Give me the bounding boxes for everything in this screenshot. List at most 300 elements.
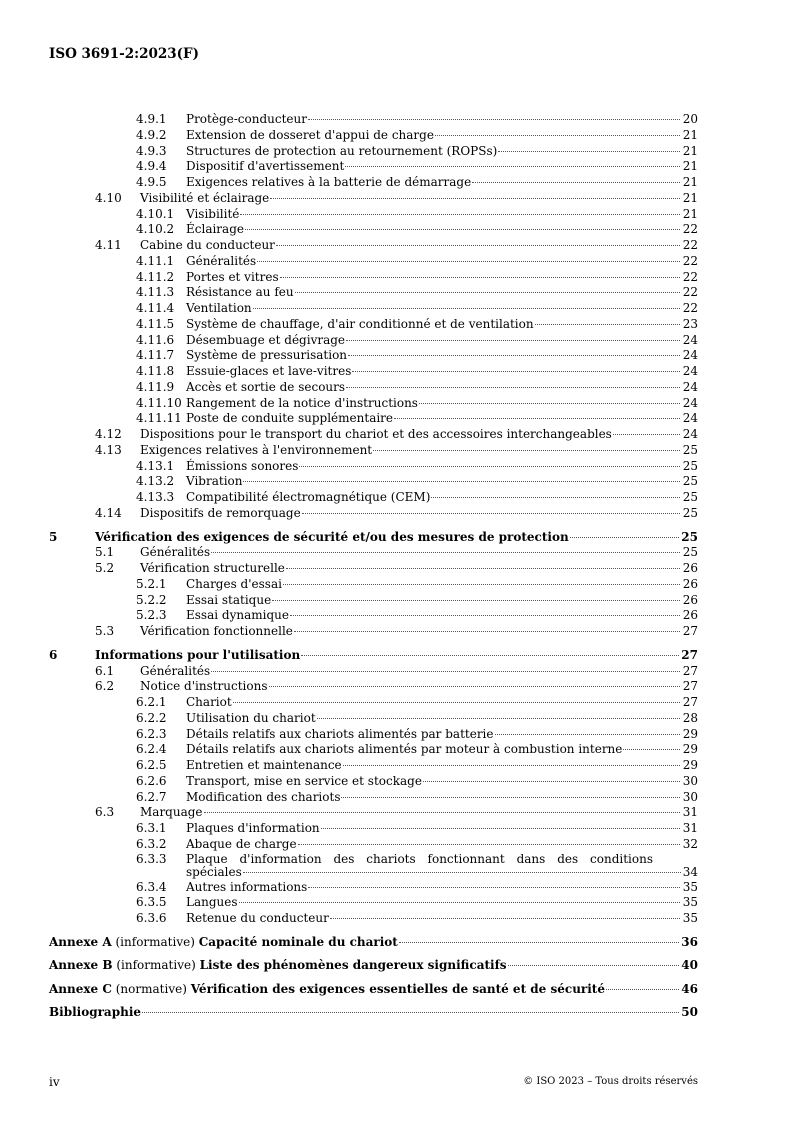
toc-entry-title-wrap xyxy=(186,254,682,270)
dot-leader xyxy=(535,324,680,325)
toc-entry[interactable] xyxy=(49,144,698,160)
toc-entry[interactable] xyxy=(49,270,698,286)
toc-entry[interactable] xyxy=(49,774,698,790)
toc-entry-page: 21 xyxy=(682,175,698,189)
toc-entry-number: 5 xyxy=(49,529,58,544)
toc-entry[interactable] xyxy=(49,608,698,624)
toc-entry-page: 30 xyxy=(682,773,698,788)
toc-entry-number: 5.2.3 xyxy=(136,608,167,623)
toc-entry-title: Généralités xyxy=(140,545,211,560)
toc-entry-title-wrap xyxy=(186,159,682,175)
toc-entry-number: 6.3.5 xyxy=(136,895,167,910)
toc-entry-title: Vérification des exigences de sécurité et/ou des mesures de protection xyxy=(95,529,569,544)
toc-entry[interactable] xyxy=(49,758,698,774)
toc-entry-title: Désembuage et dégivrage xyxy=(186,332,346,347)
toc-entry-title-wrap xyxy=(186,222,682,238)
toc-entry-page: 23 xyxy=(682,316,698,331)
toc-entry-title-wrap xyxy=(140,427,682,443)
toc-entry-title: Notice d'instructions xyxy=(140,679,268,694)
dot-leader xyxy=(290,615,680,616)
toc-entry-title-wrap xyxy=(186,895,682,911)
annex-label: Annexe A xyxy=(49,934,112,949)
toc-entry-number: 6.3.4 xyxy=(136,879,167,894)
dot-leader xyxy=(495,734,681,735)
toc-entry-page: 22 xyxy=(682,301,698,315)
toc-entry-title: Essuie-glaces et lave-vitres xyxy=(186,364,352,378)
toc-entry[interactable] xyxy=(49,880,698,896)
toc-entry-number: 4.9.1 xyxy=(136,112,167,126)
toc-entry-page: 40 xyxy=(681,958,698,973)
toc-entry[interactable] xyxy=(49,577,698,593)
toc-entry-title: Entretien et maintenance xyxy=(186,758,342,772)
toc-entry-title-wrap xyxy=(186,301,682,317)
dot-leader xyxy=(308,887,680,888)
annex-title: Capacité nominale du chariot xyxy=(198,934,398,949)
dot-leader xyxy=(257,261,680,262)
dot-leader xyxy=(317,718,680,719)
annex-title: Vérification des exigences essentielles de santé et de sécurité xyxy=(190,981,605,996)
toc-entry[interactable] xyxy=(49,222,698,238)
table-of-contents xyxy=(49,112,698,1025)
toc-entry[interactable] xyxy=(49,443,698,459)
toc-entry-page: 21 xyxy=(682,127,698,142)
toc-entry-page: 26 xyxy=(682,576,698,591)
toc-entry-page: 21 xyxy=(682,190,698,205)
toc-entry-title-wrap xyxy=(95,530,681,546)
dot-leader xyxy=(280,277,680,278)
toc-entry[interactable] xyxy=(49,317,698,333)
toc-entry-title: Détails relatifs aux chariots alimentés par moteur à combustion interne xyxy=(186,742,623,757)
toc-entry-title-wrap xyxy=(186,821,682,837)
toc-entry-page: 26 xyxy=(682,592,698,607)
dot-leader xyxy=(308,119,680,120)
toc-entry-number: 4.11.11 xyxy=(136,411,182,426)
toc-entry[interactable] xyxy=(49,490,698,506)
toc-entry-number: 4.11.4 xyxy=(136,301,175,315)
dot-leader xyxy=(211,671,680,672)
dot-leader xyxy=(373,450,680,451)
toc-entry-title-wrap xyxy=(186,112,682,128)
toc-entry-number: 4.11.8 xyxy=(136,364,175,378)
toc-entry-page: 24 xyxy=(682,395,698,410)
toc-entry[interactable] xyxy=(49,911,698,927)
toc-entry-number: 6.1 xyxy=(95,663,115,678)
toc-entry[interactable] xyxy=(49,837,698,853)
toc-entry-title-wrap xyxy=(140,664,682,680)
toc-entry[interactable] xyxy=(49,364,698,380)
toc-entry-page: 24 xyxy=(682,332,698,347)
toc-entry[interactable] xyxy=(49,159,698,175)
toc-entry-page: 22 xyxy=(682,238,698,252)
toc-entry-title-wrap xyxy=(186,695,682,711)
toc-entry-title-wrap xyxy=(186,207,682,223)
toc-entry[interactable] xyxy=(49,128,698,144)
toc-entry-page: 24 xyxy=(682,411,698,426)
toc-entry-page: 24 xyxy=(682,348,698,363)
annex-type: (normative) xyxy=(115,981,187,996)
toc-entry-number: 4.11.3 xyxy=(136,285,175,300)
toc-entry[interactable] xyxy=(49,411,698,427)
toc-entry-title-wrap xyxy=(140,805,682,821)
toc-entry-page: 22 xyxy=(682,269,698,284)
toc-entry-number: 5.2.1 xyxy=(136,576,167,591)
toc-entry[interactable] xyxy=(49,727,698,743)
toc-entry[interactable] xyxy=(49,711,698,727)
toc-entry[interactable] xyxy=(49,348,698,364)
toc-entry[interactable] xyxy=(49,506,698,522)
dot-leader xyxy=(239,902,680,903)
toc-entry-title: Abaque de charge xyxy=(186,836,297,851)
toc-entry[interactable] xyxy=(49,238,698,254)
toc-entry[interactable] xyxy=(49,821,698,837)
copyright-notice: © ISO 2023 – Tous droits réservés xyxy=(523,1076,698,1087)
toc-entry[interactable] xyxy=(49,895,698,911)
dot-leader xyxy=(142,1012,679,1013)
toc-entry-title: Portes et vitres xyxy=(186,269,279,284)
toc-entry-title-wrap xyxy=(186,880,682,896)
toc-entry-title-wrap xyxy=(140,443,682,459)
toc-entry-title-wrap xyxy=(140,191,682,207)
toc-entry-title-wrap xyxy=(186,727,682,743)
toc-entry-page: 29 xyxy=(682,726,698,741)
dot-leader xyxy=(346,340,680,341)
toc-entry-page: 25 xyxy=(682,505,698,520)
toc-annex-entry[interactable] xyxy=(49,954,698,978)
toc-entry-title-wrap xyxy=(186,774,682,790)
toc-entry[interactable] xyxy=(49,301,698,317)
toc-entry-title-wrap xyxy=(140,624,682,640)
page-number: iv xyxy=(49,1075,60,1089)
dot-leader xyxy=(606,989,679,990)
toc-entry-title: Généralités xyxy=(140,663,211,678)
toc-entry-number: 4.11.6 xyxy=(136,332,175,347)
toc-entry-number: 6.2.6 xyxy=(136,773,167,788)
toc-entry-title-wrap xyxy=(186,285,682,301)
toc-entry-number: 4.11.10 xyxy=(136,395,182,410)
toc-annex-text xyxy=(49,954,507,978)
toc-entry-title: Résistance au feu xyxy=(186,285,294,300)
toc-entry-title: Essai dynamique xyxy=(186,608,289,623)
toc-entry[interactable] xyxy=(49,530,698,546)
toc-entry-title-line2: spéciales xyxy=(186,865,242,879)
dot-leader xyxy=(472,182,680,183)
bibliography-title: Bibliographie xyxy=(49,1005,142,1020)
toc-entry[interactable] xyxy=(49,790,698,806)
toc-entry-number: 4.11.5 xyxy=(136,316,175,331)
toc-entry-number: 6.3.6 xyxy=(136,911,167,925)
toc-entry-body xyxy=(186,853,698,880)
toc-entry-page: 22 xyxy=(682,253,698,268)
dot-leader xyxy=(243,872,681,873)
toc-entry-title-wrap xyxy=(186,593,682,609)
toc-entry-title: Informations pour l'utilisation xyxy=(95,647,301,662)
dot-leader xyxy=(204,812,680,813)
toc-entry[interactable] xyxy=(49,175,698,191)
toc-entry-title: Éclairage xyxy=(186,222,244,237)
toc-entry-page: 50 xyxy=(681,1005,698,1020)
toc-entry[interactable] xyxy=(49,396,698,412)
toc-entry-page: 26 xyxy=(682,608,698,623)
dot-leader xyxy=(394,418,680,419)
annex-label: Annexe C xyxy=(49,981,112,996)
toc-entry-page: 27 xyxy=(681,647,698,662)
toc-entry[interactable] xyxy=(49,742,698,758)
toc-entry[interactable] xyxy=(49,853,698,880)
toc-entry-title-wrap xyxy=(186,490,682,506)
toc-entry-title: Système de chauffage, d'air conditionné et de ventilation xyxy=(186,316,534,331)
toc-entry-number: 4.11.2 xyxy=(136,269,175,284)
toc-entry-number: 4.13.3 xyxy=(136,490,175,504)
toc-entry-number: 4.11 xyxy=(95,238,122,252)
toc-entry-number: 4.10.2 xyxy=(136,222,175,237)
toc-entry-number: 6.2.3 xyxy=(136,726,167,741)
toc-entry-title: Chariot xyxy=(186,695,232,709)
toc-entry-number: 4.13.1 xyxy=(136,458,175,473)
toc-entry-title-wrap xyxy=(186,577,682,593)
toc-entry[interactable] xyxy=(49,679,698,695)
annex-title: Liste des phénomènes dangereux significatifs xyxy=(199,958,507,973)
toc-entry-title-wrap xyxy=(140,506,682,522)
toc-entry[interactable] xyxy=(49,191,698,207)
toc-entry-number: 6.2 xyxy=(95,679,115,694)
toc-entry-page: 28 xyxy=(682,710,698,725)
dot-leader xyxy=(211,552,680,553)
toc-entry-title: Modification des chariots xyxy=(186,789,341,804)
toc-entry-number: 4.13.2 xyxy=(136,474,175,489)
toc-entry-number: 4.12 xyxy=(95,427,122,441)
toc-annex-text xyxy=(49,931,398,955)
dot-leader xyxy=(346,387,680,388)
toc-entry-title: Détails relatifs aux chariots alimentés par batterie xyxy=(186,726,494,741)
dot-leader xyxy=(301,655,679,656)
dot-leader xyxy=(341,797,680,798)
toc-entry-number: 6.3.3 xyxy=(136,851,167,866)
toc-entry-number: 5.2 xyxy=(95,561,115,575)
toc-entry-page: 20 xyxy=(682,112,698,126)
toc-entry-page: 35 xyxy=(682,879,698,894)
toc-entry[interactable] xyxy=(49,648,698,664)
toc-entry-title: Exigences relatives à la batterie de démarrage xyxy=(186,175,472,189)
toc-entry-title-wrap xyxy=(186,364,682,380)
toc-entry-number: 4.11.7 xyxy=(136,348,175,363)
dot-leader xyxy=(240,214,680,215)
toc-entry-page: 26 xyxy=(682,561,698,575)
toc-entry-title: Charges d'essai xyxy=(186,576,282,591)
toc-entry-title-wrap xyxy=(186,758,682,774)
toc-entry-number: 4.9.3 xyxy=(136,143,167,158)
dot-leader xyxy=(294,631,680,632)
dot-leader xyxy=(435,135,680,136)
toc-entry-title: Utilisation du chariot xyxy=(186,710,316,725)
toc-entry-title: Autres informations xyxy=(186,879,308,894)
toc-entry-number: 4.11.9 xyxy=(136,379,175,394)
toc-entry-page: 46 xyxy=(681,981,698,996)
toc-entry-page: 22 xyxy=(682,285,698,300)
toc-entry-title: Compatibilité électromagnétique (CEM) xyxy=(186,490,431,504)
toc-entry-page: 25 xyxy=(682,474,698,489)
toc-annex-text xyxy=(49,978,605,1002)
toc-entry-page: 35 xyxy=(682,911,698,925)
dot-leader xyxy=(345,166,680,167)
toc-entry-page: 31 xyxy=(682,821,698,835)
dot-leader xyxy=(299,466,680,467)
toc-entry-number: 6.3.1 xyxy=(136,821,167,835)
toc-entry[interactable] xyxy=(49,474,698,490)
toc-entry-page: 24 xyxy=(682,379,698,394)
toc-entry-page: 30 xyxy=(682,789,698,804)
toc-entry[interactable] xyxy=(49,254,698,270)
toc-annex-entry[interactable] xyxy=(49,931,698,955)
toc-entry-title-wrap xyxy=(186,790,682,806)
toc-entry-number: 6 xyxy=(49,647,58,662)
dot-leader xyxy=(272,600,680,601)
toc-entry-title-line1: Plaque d'information des chariots fonctionnant dans des conditions xyxy=(186,851,653,866)
toc-entry-title-wrap xyxy=(186,317,682,333)
toc-entry[interactable] xyxy=(49,333,698,349)
toc-entry[interactable] xyxy=(49,427,698,443)
toc-entry-page: 27 xyxy=(682,624,698,638)
toc-entry-page: 25 xyxy=(682,458,698,473)
toc-entry-title-wrap xyxy=(186,175,682,191)
toc-entry-number: 4.14 xyxy=(95,505,122,520)
toc-entry-title: Retenue du conducteur xyxy=(186,911,329,925)
toc-entry-title-wrap xyxy=(140,679,682,695)
toc-entry-title: Système de pressurisation xyxy=(186,348,348,363)
toc-entry-title: Ventilation xyxy=(186,301,252,315)
dot-leader xyxy=(431,497,680,498)
toc-entry-number: 4.9.5 xyxy=(136,175,167,189)
toc-entry-title-wrap xyxy=(95,648,681,664)
dot-leader xyxy=(321,828,680,829)
toc-entry-title: Langues xyxy=(186,895,238,910)
toc-bibliography-title-wrap xyxy=(49,1001,681,1025)
toc-entry[interactable] xyxy=(49,380,698,396)
toc-entry-page: 27 xyxy=(682,663,698,678)
toc-entry-title: Accès et sortie de secours xyxy=(186,379,346,394)
toc-entry-title: Généralités xyxy=(186,253,257,268)
dot-leader xyxy=(498,151,680,152)
dot-leader xyxy=(243,481,680,482)
toc-entry-title-wrap xyxy=(186,911,682,927)
toc-entry-page: 29 xyxy=(682,758,698,772)
dot-leader xyxy=(245,229,680,230)
dot-leader xyxy=(399,942,679,943)
toc-entry-page: 21 xyxy=(682,206,698,221)
toc-entry-title-wrap xyxy=(186,837,682,853)
toc-entry-page: 27 xyxy=(682,695,698,709)
dot-leader xyxy=(270,198,680,199)
toc-entry-number: 6.2.5 xyxy=(136,758,167,772)
dot-leader xyxy=(352,371,680,372)
toc-entry[interactable] xyxy=(49,112,698,128)
dot-leader xyxy=(286,568,680,569)
toc-entry-page: 21 xyxy=(682,143,698,158)
toc-entry-title: Visibilité xyxy=(186,206,240,221)
toc-entry-page: 32 xyxy=(682,836,698,851)
dot-leader xyxy=(570,537,680,538)
toc-entry[interactable] xyxy=(49,207,698,223)
toc-entry-title: Essai statique xyxy=(186,592,272,607)
toc-entry-title-line2-wrap xyxy=(186,866,698,880)
toc-entry-title: Transport, mise en service et stockage xyxy=(186,773,422,788)
toc-entry[interactable] xyxy=(49,664,698,680)
toc-entry-page: 25 xyxy=(682,490,698,504)
toc-entry-number: 6.2.1 xyxy=(136,695,167,709)
dot-leader xyxy=(276,245,680,246)
toc-entry[interactable] xyxy=(49,624,698,640)
dot-leader xyxy=(283,584,680,585)
toc-annex-title-wrap xyxy=(49,954,681,978)
toc-entry-number: 4.13 xyxy=(95,442,122,457)
toc-entry-page: 24 xyxy=(682,427,698,441)
toc-entry[interactable] xyxy=(49,285,698,301)
toc-entry-number: 4.9.4 xyxy=(136,159,167,174)
toc-entry-page: 35 xyxy=(682,895,698,910)
toc-entry-title: Vérification structurelle xyxy=(140,561,285,575)
toc-entry-number: 6.2.2 xyxy=(136,710,167,725)
toc-entry-page: 36 xyxy=(681,934,698,949)
toc-entry-title-wrap xyxy=(186,348,682,364)
toc-entry-number: 4.9.2 xyxy=(136,127,167,142)
toc-entry-title: Vibration xyxy=(186,474,243,489)
toc-entry-number: 5.1 xyxy=(95,545,115,560)
toc-entry-number: 6.2.4 xyxy=(136,742,167,757)
toc-entry-number: 4.10.1 xyxy=(136,206,175,221)
toc-entry[interactable] xyxy=(49,545,698,561)
toc-entry[interactable] xyxy=(49,459,698,475)
toc-entry-title-wrap xyxy=(186,270,682,286)
toc-entry-title-wrap xyxy=(186,459,682,475)
toc-entry-number: 5.3 xyxy=(95,624,115,638)
toc-entry-number: 4.11.1 xyxy=(136,253,175,268)
toc-entry-title-wrap xyxy=(140,545,682,561)
toc-annex-title-wrap xyxy=(49,978,681,1002)
toc-entry-page: 34 xyxy=(682,865,698,879)
toc-annex-entry[interactable] xyxy=(49,978,698,1002)
dot-leader xyxy=(348,355,680,356)
toc-entry-title: Extension de dosseret d'appui de charge xyxy=(186,127,434,142)
toc-entry-title-wrap xyxy=(186,474,682,490)
toc-entry-page: 31 xyxy=(682,805,698,820)
toc-entry[interactable] xyxy=(49,593,698,609)
toc-entry-title-wrap xyxy=(186,333,682,349)
toc-entry-number: 4.10 xyxy=(95,190,122,205)
toc-entry-title-wrap xyxy=(186,380,682,396)
toc-entry-title-wrap xyxy=(186,711,682,727)
toc-entry-title: Poste de conduite supplémentaire xyxy=(186,411,394,426)
dot-leader xyxy=(295,292,680,293)
toc-entry-title: Émissions sonores xyxy=(186,458,299,473)
toc-bibliography-entry[interactable] xyxy=(49,1001,698,1025)
dot-leader xyxy=(302,513,680,514)
toc-entry[interactable] xyxy=(49,805,698,821)
toc-entry-page: 25 xyxy=(682,442,698,457)
dot-leader xyxy=(343,765,680,766)
toc-entry-title-wrap xyxy=(186,396,682,412)
dot-leader xyxy=(623,749,680,750)
toc-entry-number: 6.3.2 xyxy=(136,836,167,851)
toc-entry-title: Dispositifs de remorquage xyxy=(140,505,301,520)
dot-leader xyxy=(423,781,680,782)
toc-entry-title: Dispositions pour le transport du chariot et des accessoires interchangeables xyxy=(140,427,612,441)
toc-entry[interactable] xyxy=(49,695,698,711)
toc-entry-page: 25 xyxy=(682,545,698,560)
toc-entry-title-wrap xyxy=(186,144,682,160)
annex-type: (informative) xyxy=(115,934,195,949)
toc-entry[interactable] xyxy=(49,561,698,577)
document-header: ISO 3691-2:2023(F) xyxy=(49,46,200,62)
toc-entry-title: Marquage xyxy=(140,805,203,820)
